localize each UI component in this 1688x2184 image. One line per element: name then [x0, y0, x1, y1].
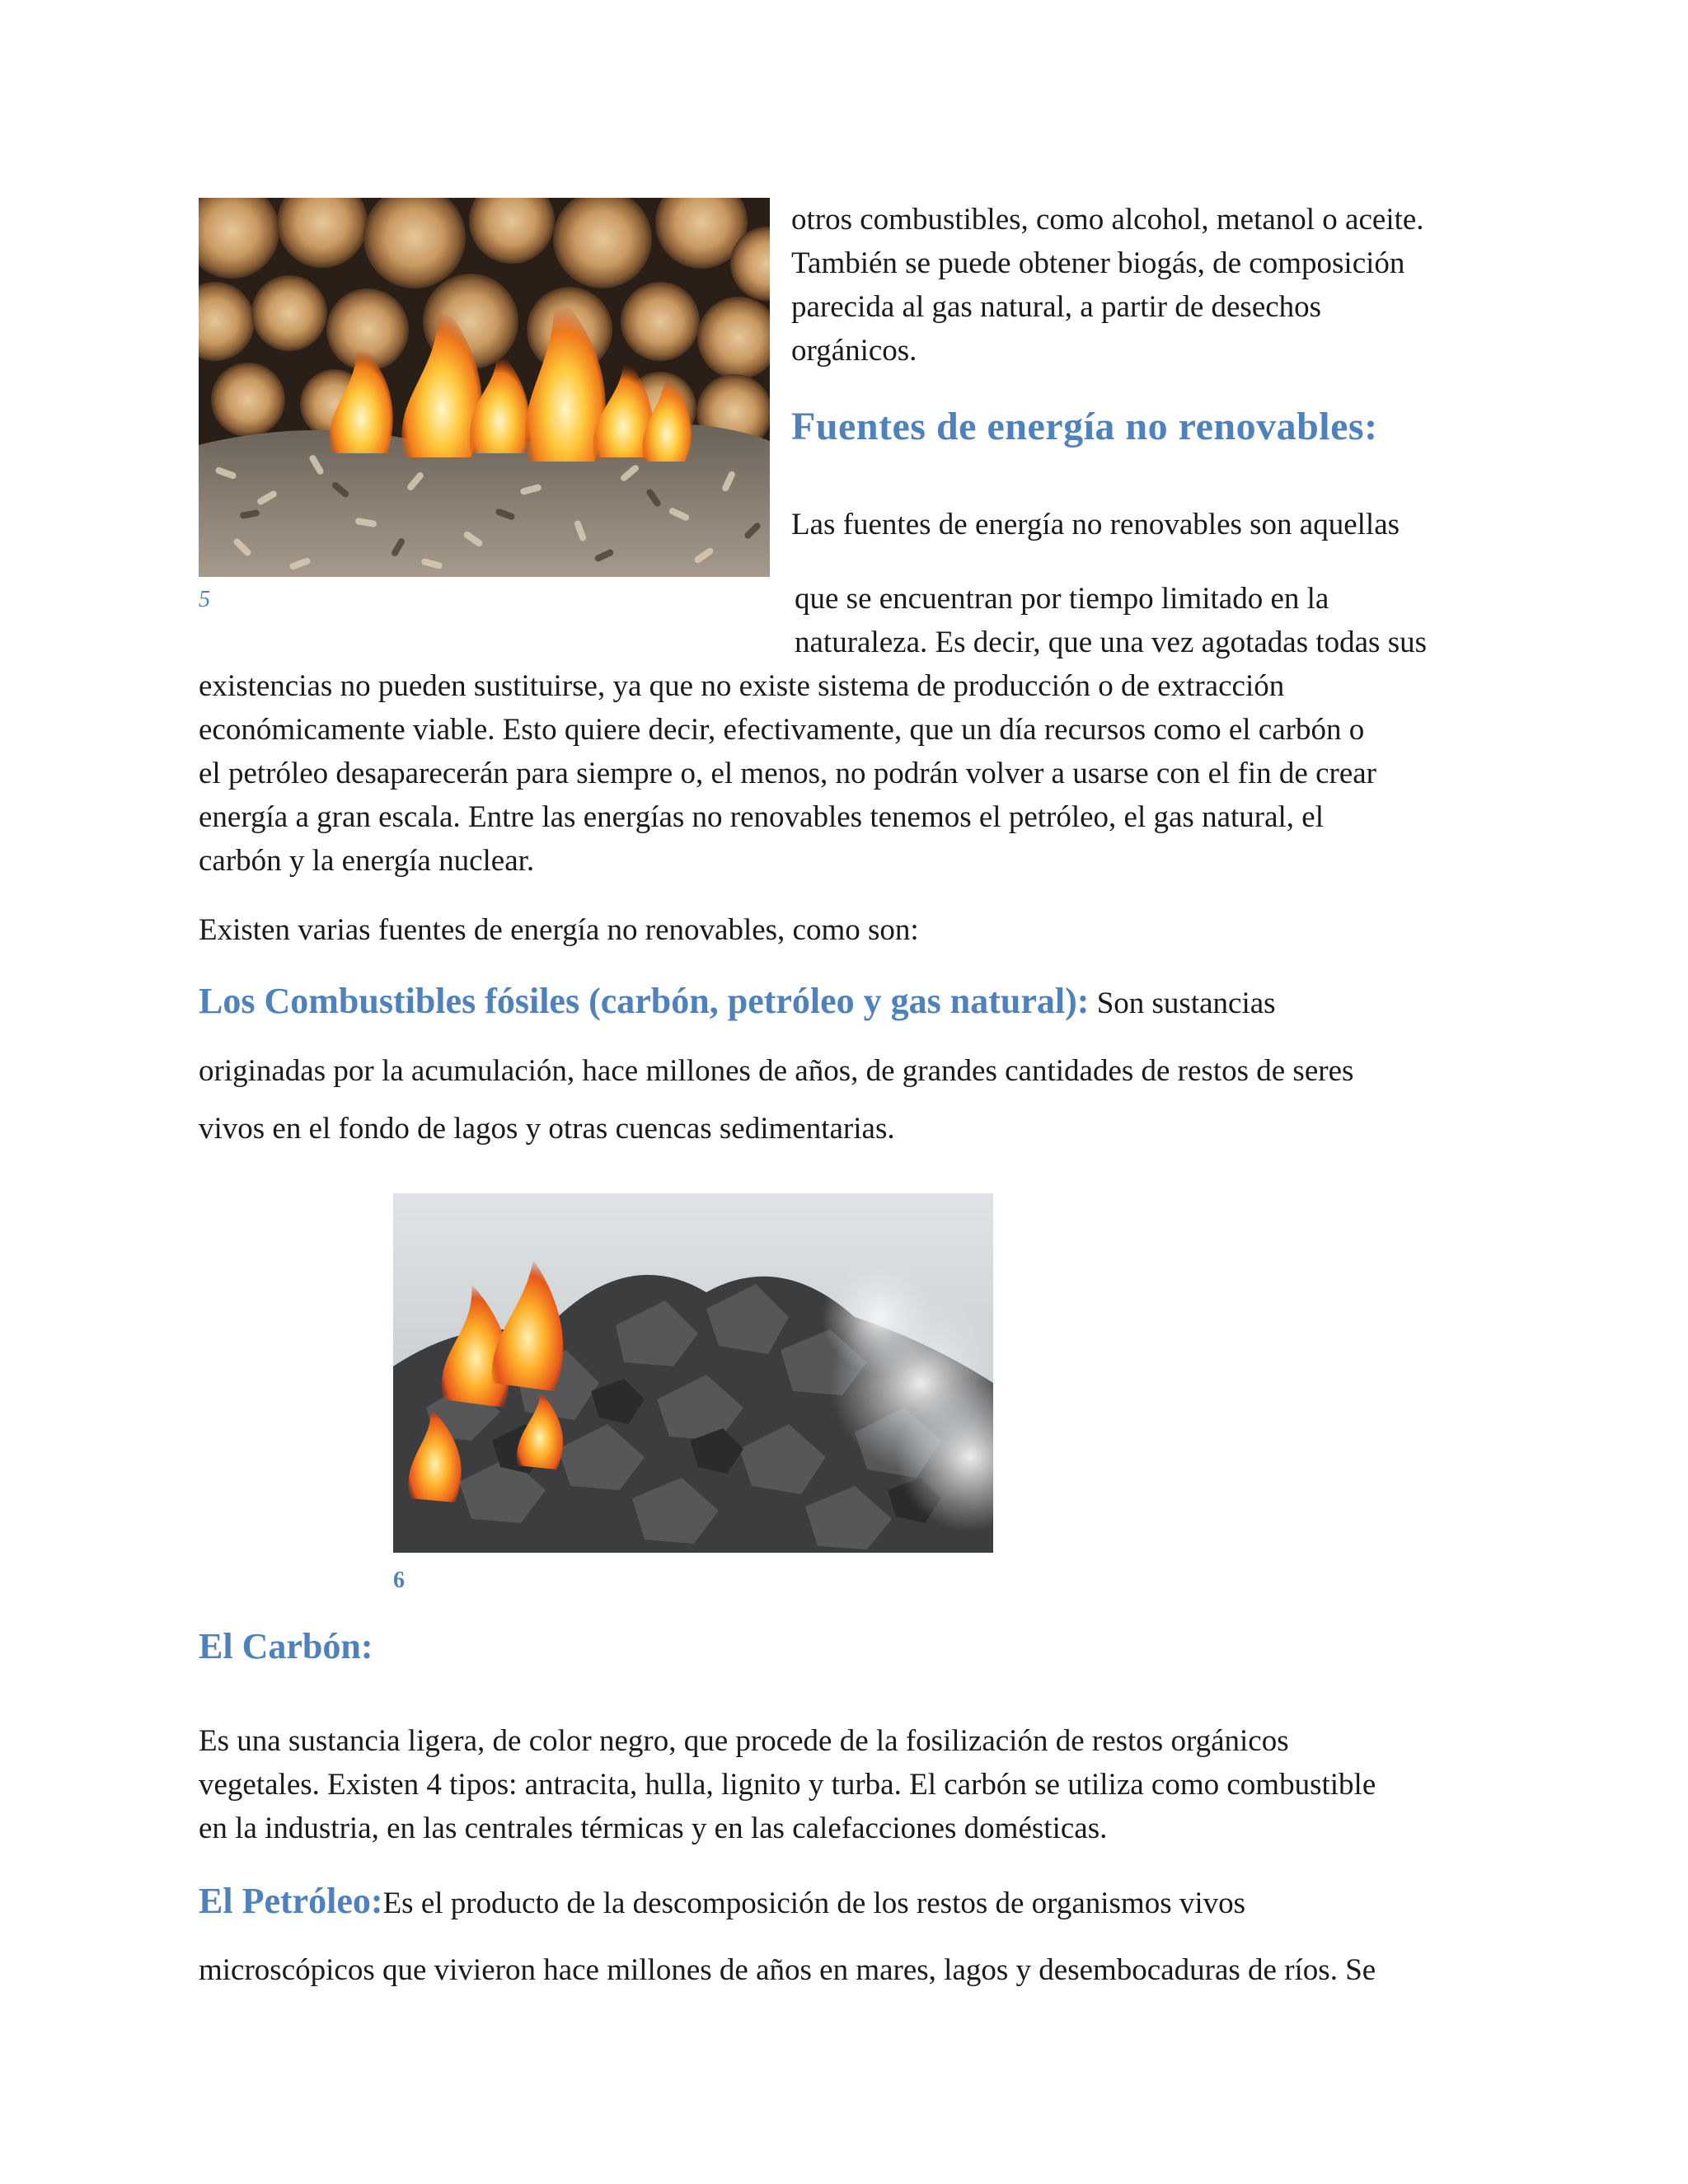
wood-pellets-fire-photo: [199, 198, 770, 577]
heading-oil: El Petróleo:: [199, 1881, 383, 1921]
coal-line-2: vegetales. Existen 4 tipos: antracita, hulla, lignito y turba. El carbón se utiliza como combustible: [199, 1768, 1376, 1802]
nonrenewable-line-2: que se encuentran por tiempo limitado en la: [795, 582, 1329, 616]
nonrenewable-line-1: Las fuentes de energía no renovables son aquellas: [791, 508, 1400, 541]
nonrenewable-line-5: económicamente viable. Esto quiere decir, efectivamente, que un día recursos como el carbón o: [199, 713, 1365, 747]
burning-coal-illustration: [393, 1193, 993, 1553]
fossil-line-2: originadas por la acumulación, hace millones de años, de grandes cantidades de restos de seres: [199, 1054, 1354, 1088]
coal-line-3: en la industria, en las centrales térmicas y en las calefacciones domésticas.: [199, 1811, 1108, 1845]
nonrenewable-line-7: energía a gran escala. Entre las energías no renovables tenemos el petróleo, el gas natural, el: [199, 800, 1325, 834]
intro-line-1: otros combustibles, como alcohol, metanol o aceite.: [791, 203, 1424, 237]
oil-line-2: microscópicos que vivieron hace millones de años en mares, lagos y desembocaduras de ríos. Se: [199, 1953, 1376, 1987]
figure-2-caption: 6: [393, 1568, 405, 1593]
nonrenewable-line-4: existencias no pueden sustituirse, ya que no existe sistema de producción o de extracción: [199, 669, 1285, 703]
intro-line-4: orgánicos.: [791, 334, 917, 368]
nonrenewable-line-3: naturaleza. Es decir, que una vez agotadas todas sus: [795, 626, 1427, 659]
oil-first-line: [199, 1879, 1245, 1925]
nonrenewable-line-6: el petróleo desaparecerán para siempre o, el menos, no podrán volver a usarse con el fin de crear: [199, 757, 1376, 790]
intro-line-3: parecida al gas natural, a partir de desechos: [791, 290, 1322, 324]
fossil-first-line: [199, 979, 1276, 1025]
fossil-line-3: vivos en el fondo de lagos y otras cuencas sedimentarias.: [199, 1112, 895, 1146]
burning-coal-photo: [393, 1193, 993, 1553]
heading-fossil-fuels: Los Combustibles fósiles (carbón, petróleo y gas natural):: [199, 981, 1090, 1021]
nonrenewable-line-8: carbón y la energía nuclear.: [199, 844, 535, 878]
coal-line-1: Es una sustancia ligera, de color negro, que procede de la fosilización de restos orgánicos: [199, 1724, 1289, 1758]
heading-nonrenewable: Fuentes de energía no renovables:: [791, 405, 1378, 448]
heading-coal: El Carbón:: [199, 1626, 373, 1666]
wood-pellets-fire-illustration: [199, 198, 770, 577]
oil-inline-text: Es el producto de la descomposición de los restos de organismos vivos: [382, 1886, 1246, 1920]
nonrenewable-list-intro: Existen varias fuentes de energía no renovables, como son:: [199, 913, 919, 947]
intro-line-2: También se puede obtener biogás, de composición: [791, 246, 1405, 280]
fossil-inline-text: Son sustancias: [1089, 987, 1276, 1020]
figure-1-caption: 5: [199, 587, 210, 612]
